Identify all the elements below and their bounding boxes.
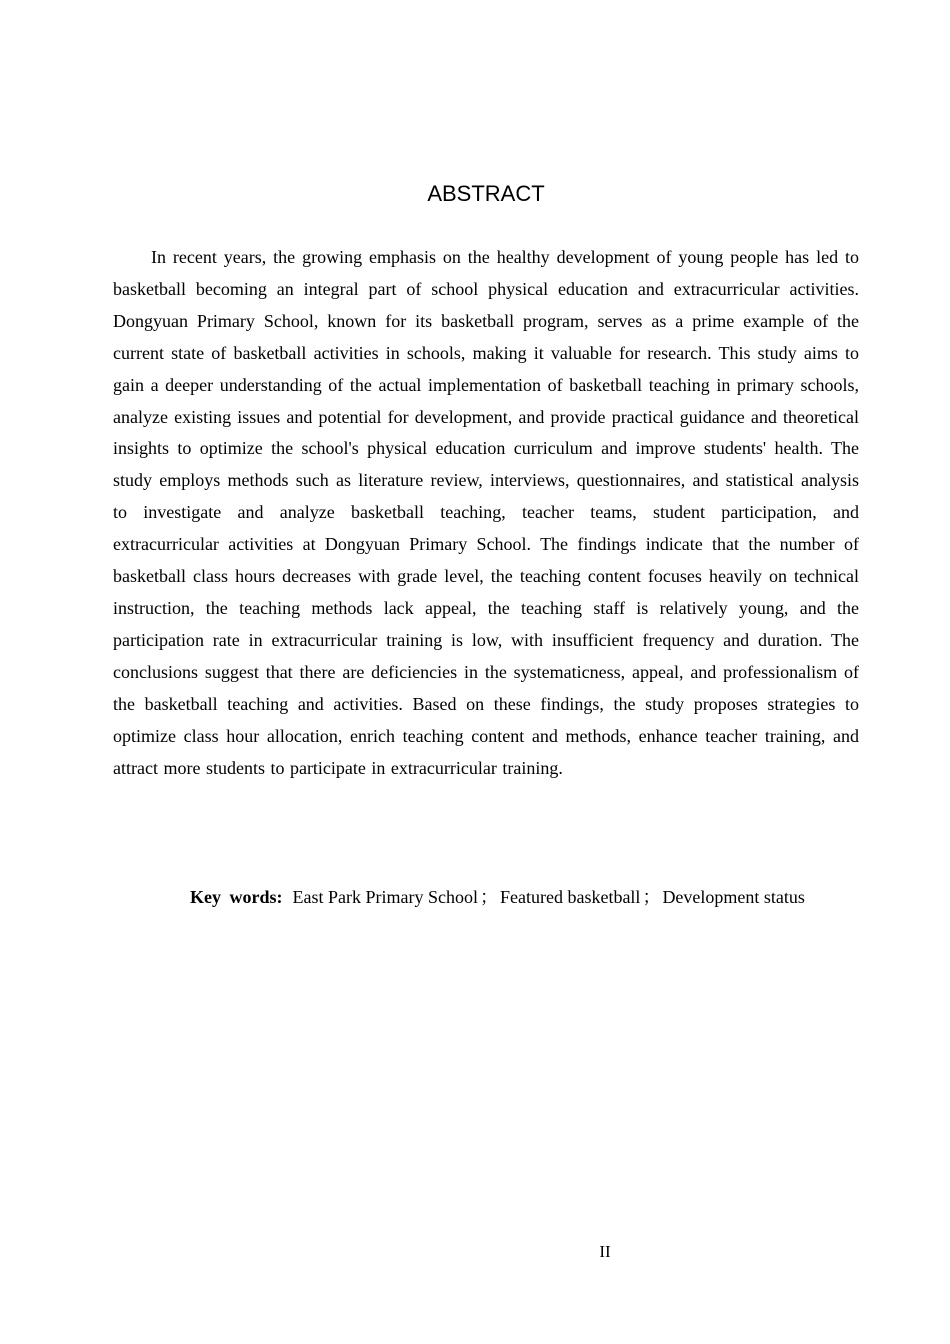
- abstract-paragraph: In recent years, the growing emphasis on the healthy development of young people has led to basketball becoming an integral part of school physical education and extracurricular activities. Dongyuan Primary School, known for its basketball program, serves as a prime example of the current state of basketball activities in schools, making it valuable for research. This study aims to gain a deeper understanding of the actual implementation of basketball teaching in primary schools, analyze existing issues and potential for development, and provide practical guidance and theoretical insights to optimize the school's physical education curriculum and improve students' health. The study employs methods such as literature review, interviews, questionnaires, and statistical analysis to investigate and analyze basketball teaching, teacher teams, student participation, and extracurricular activities at Dongyuan Primary School. The findings indicate that the number of basketball class hours decreases with grade level, the teaching content focuses heavily on technical instruction, the teaching methods lack appeal, the teaching staff is relatively young, and the participation rate in extracurricular training is low, with insufficient frequency and duration. The conclusions suggest that there are deficiencies in the systematicness, appeal, and professionalism of the basketball teaching and activities. Based on these findings, the study proposes strategies to optimize class hour allocation, enrich teaching content and methods, enhance teacher training, and attract more students to participate in extracurricular training.: [113, 247, 859, 778]
- page-number: II: [599, 1242, 611, 1261]
- keyword-separator: ；: [479, 887, 498, 907]
- keywords-label: Key words:: [190, 887, 283, 907]
- keyword-item: Featured basketball: [499, 887, 641, 907]
- keyword-item: East Park Primary School: [292, 887, 478, 907]
- abstract-title: ABSTRACT: [427, 181, 545, 206]
- keyword-separator: ；: [642, 887, 661, 907]
- keyword-item: Development status: [662, 887, 805, 907]
- keywords-line: [190, 882, 870, 912]
